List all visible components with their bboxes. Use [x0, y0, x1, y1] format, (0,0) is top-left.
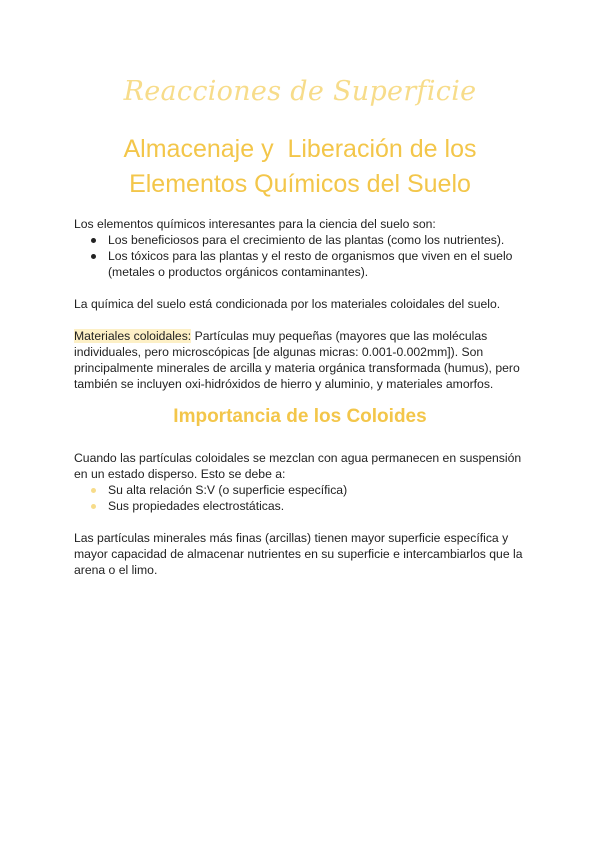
page-title-line-2: Elementos Químicos del Suelo [129, 170, 471, 198]
list-item: Los beneficiosos para el crecimiento de las plantas (como los nutrientes). [74, 232, 534, 248]
colloids-paragraph [74, 328, 534, 392]
section-heading: Importancia de los Coloides [173, 406, 427, 427]
list-item: Sus propiedades electrostáticas. [74, 498, 534, 514]
chemistry-paragraph: La química del suelo está condicionada por los materiales coloidales del suelo. [74, 297, 501, 311]
page-title-line-1: Almacenaje y Liberación de los [123, 135, 477, 163]
intro-bullet-list [74, 232, 534, 280]
closing-paragraph: Las partículas minerales más finas (arcillas) tienen mayor superficie específica y mayor capacidad de almacenar nutrientes en su superficie e intercambiarlos que la arena o el limo. [74, 531, 523, 577]
highlighted-term: Materiales coloidales: [74, 329, 192, 343]
list-item: Los tóxicos para las plantas y el resto de organismos que viven en el suelo (metales o productos orgánicos contaminantes). [74, 248, 534, 280]
script-title: Reacciones de Superficie [123, 76, 477, 107]
colloids-definition: Partículas muy pequeñas (mayores que las moléculas individuales, pero microscópicas [de algunas micras: 0.001-0.002mm]). Son principalmente minerales de arcilla y materia orgánica transformada (humus), pero también se incluyen oxi-hidróxidos de hierro y aluminio, y materiales amorfos. [74, 329, 520, 391]
page-title [60, 132, 540, 202]
importance-paragraph: Cuando las partículas coloidales se mezclan con agua permanecen en suspensión en un estado disperso. Esto se debe a: [74, 451, 522, 481]
importance-bullet-list [74, 482, 534, 514]
list-item: Su alta relación S:V (o superficie específica) [74, 482, 534, 498]
intro-paragraph: Los elementos químicos interesantes para la ciencia del suelo son: [74, 217, 436, 231]
